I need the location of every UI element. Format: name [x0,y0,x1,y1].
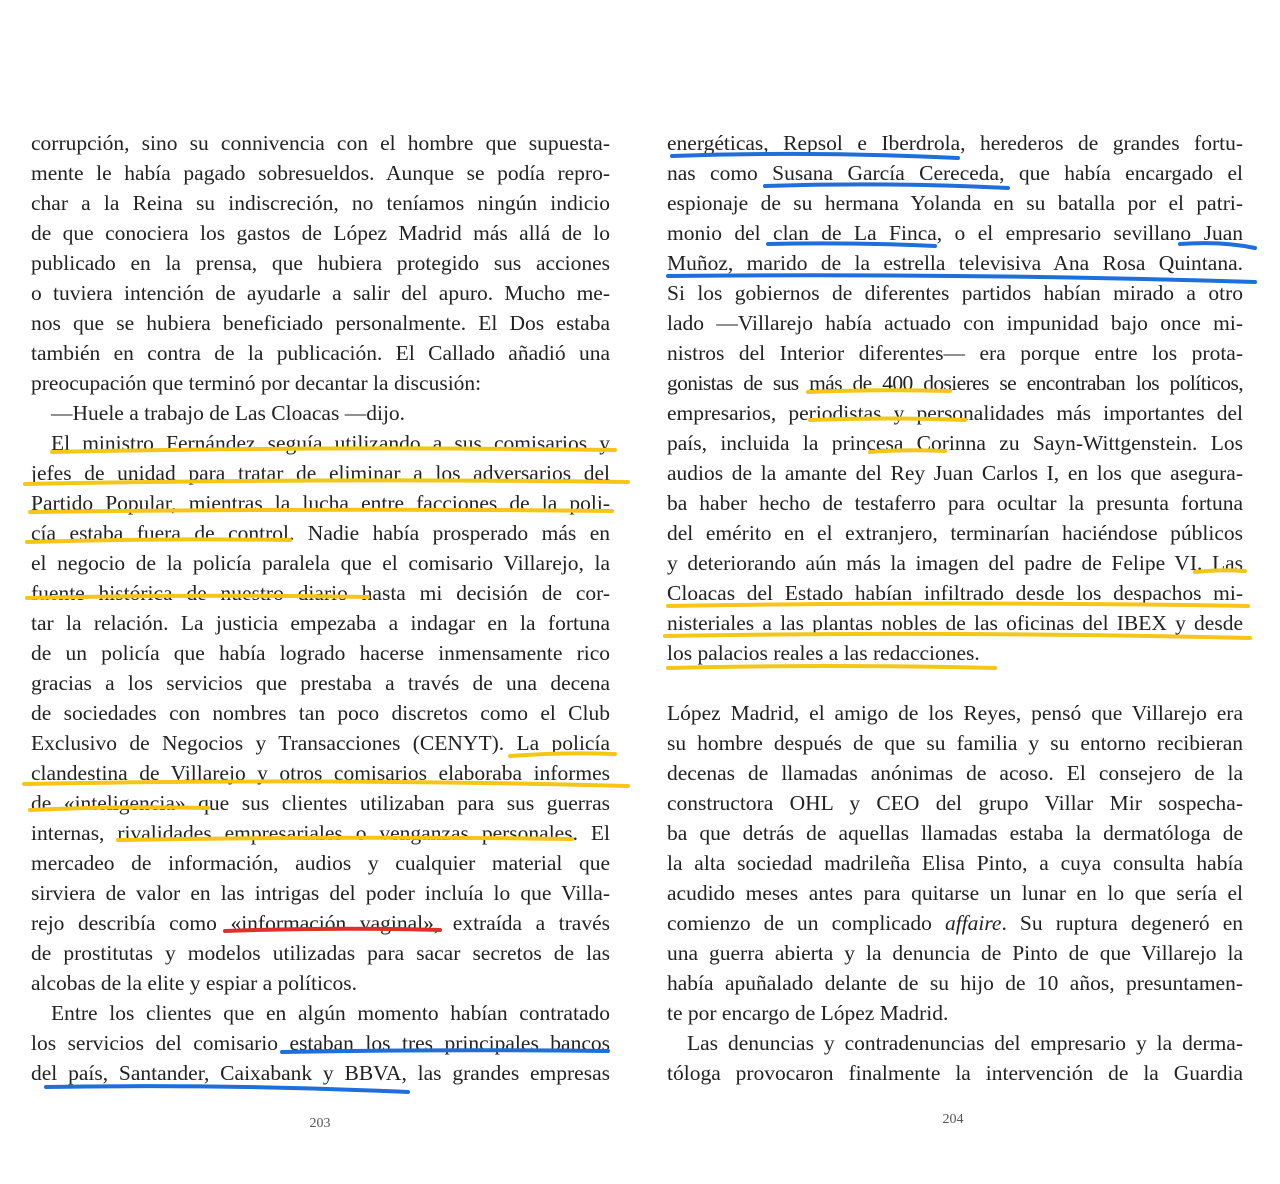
text-line: lado —Villarejo había actuado con impunidad bajo once mi- [667,311,1243,335]
text-line: Cloacas del Estado habían infiltrado desde los despachos mi- [667,581,1243,605]
italic-word: affaire [944,911,1002,935]
text-line: mercadeo de información, audios y cualquier material que [31,851,610,875]
dialogue-line: —Huele a trabajo de Las Cloacas —dijo. [51,401,406,425]
right-page [640,0,1280,1184]
text-line: nisteriales a las plantas nobles de las oficinas del IBEX y desde [667,611,1243,635]
text-line: gracias a los servicios que prestaba a través de una decena [31,671,610,695]
text-line: los palacios reales a las redacciones. [667,641,980,665]
text-line: sirviera de valor en las intrigas del poder incluía lo que Villa- [31,881,610,905]
text-line: de que conociera los gastos de López Madrid más allá de lo [31,221,610,245]
text-line: monio del clan de La Finca, o el empresario sevillano Juan [667,221,1243,245]
text-line: clandestina de Villarejo y otros comisarios elaboraba informes [31,761,610,785]
text-line: empresarios, periodistas y personalidades más importantes del [667,401,1243,425]
text-line: los servicios del comisario estaban los tres principales bancos [31,1031,610,1055]
text-line: espionaje de su hermana Yolanda en su batalla por el patri- [667,191,1243,215]
text-line: tar la relación. La justicia empezaba a indagar en la fortuna [31,611,610,635]
text-line: del país, Santander, Caixabank y BBVA, las grandes empresas [31,1061,610,1085]
text-line: Si los gobiernos de diferentes partidos habían mirado a otro [667,281,1243,305]
text-line: rejo describía como «información vaginal», extraída a través [31,911,610,935]
text-line: internas, rivalidades empresariales o venganzas personales. El [31,821,610,845]
text-line: el negocio de la policía paralela que el comisario Villarejo, la [31,551,610,575]
text-line: o tuviera intención de ayudarle a salir del apuro. Mucho me- [31,281,610,305]
text-line: comienzo de un complicado affaire. Su ruptura degeneró en [667,911,1243,935]
text-line: Las denuncias y contradenuncias del empresario y la derma- [687,1031,1243,1055]
text-line: El ministro Fernández seguía utilizando a sus comisarios y [51,431,610,455]
text-line: corrupción, sino su connivencia con el hombre que supuesta- [31,131,610,155]
text-line: también en contra de la publicación. El Callado añadió una [31,341,610,365]
text-line: la alta sociedad madrileña Elisa Pinto, a cuya consulta había [667,851,1243,875]
text-line: tóloga provocaron finalmente la intervención de la Guardia [667,1061,1243,1085]
text-line: jefes de unidad para tratar de eliminar a los adversarios del [31,461,610,485]
text-line: energéticas, Repsol e Iberdrola, herederos de grandes fortu- [667,131,1243,155]
text-line: y deteriorando aún más la imagen del padre de Felipe VI. Las [667,551,1243,575]
page-number: 204 [942,1112,964,1127]
text-line: ba que detrás de aquellas llamadas estaba la dermatóloga de [667,821,1243,845]
text-line: del emérito en el extranjero, terminarían haciéndose públicos [667,521,1243,545]
text-line: nas como Susana García Cereceda, que había encargado el [667,161,1243,185]
text-line: ba haber hecho de testaferro para ocultar la presunta fortuna [667,491,1243,515]
text-line: de prostitutas y modelos utilizadas para sacar secretos de las [31,941,610,965]
text-line: Muñoz, marido de la estrella televisiva Ana Rosa Quintana. [667,251,1243,275]
text-line: una guerra abierta y la denuncia de Pinto de que Villarejo la [667,941,1243,965]
text-line: preocupación que terminó por decantar la discusión: [31,371,482,395]
text-line: nos que se hubiera beneficiado personalmente. El Dos estaba [31,311,610,335]
text-line: acudido meses antes para quitarse un lunar en lo que sería el [667,881,1243,905]
text-line: Partido Popular, mientras la lucha entre facciones de la poli- [31,491,610,515]
text-line: mente le había pagado sobresueldos. Aunque se podía repro- [31,161,610,185]
text-line: constructora OHL y CEO del grupo Villar Mir sospecha- [667,791,1243,815]
text-line: audios de la amante del Rey Juan Carlos I, en los que asegura- [667,461,1243,485]
page-number: 203 [309,1116,331,1131]
text-line: de «inteligencia» que sus clientes utilizaban para sus guerras [31,791,610,815]
text-line: de un policía que había logrado hacerse inmensamente rico [31,641,610,665]
text-line: había apuñalado delante de su hijo de 10 años, presuntamen- [667,971,1243,995]
text-line: fuente histórica de nuestro diario hasta mi decisión de cor- [31,581,610,605]
text-line: de sociedades con nombres tan poco discretos como el Club [31,701,610,725]
text-line: nistros del Interior diferentes— era porque entre los prota- [667,341,1243,365]
text-line: su hombre después de que su familia y su entorno recibieran [667,731,1243,755]
text-line: Entre los clientes que en algún momento habían contratado [51,1001,610,1025]
text-line: López Madrid, el amigo de los Reyes, pensó que Villarejo era [667,701,1243,725]
text-line: alcobas de la elite y espiar a políticos. [31,971,357,995]
text-line: país, incluida la princesa Corinna zu Sayn-Wittgenstein. Los [667,431,1243,455]
text-line: te por encargo de López Madrid. [667,1001,949,1025]
text-line: gonistas de sus más de 400 dosieres se encontraban los políticos, [667,371,1243,395]
text-line: cía estaba fuera de control. Nadie había prosperado más en [31,521,610,545]
text-line: Exclusivo de Negocios y Transacciones (CENYT). La policía [31,731,610,755]
text-line: decenas de llamadas anónimas de acoso. El consejero de la [667,761,1243,785]
text-line: publicado en la prensa, que hubiera protegido sus acciones [31,251,610,275]
text-line: char a la Reina su indiscreción, no teníamos ningún indicio [31,191,610,215]
